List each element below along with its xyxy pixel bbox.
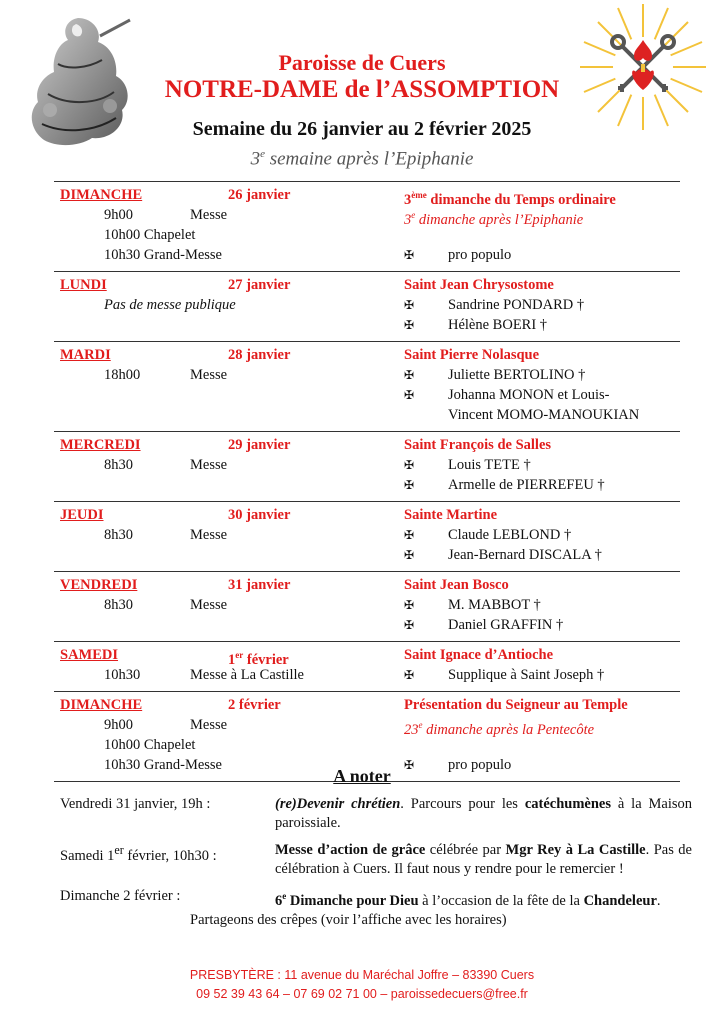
mass-entry: 10h30 Grand-Messe	[104, 247, 222, 263]
saint-text: Sainte Martine	[404, 507, 498, 523]
day-date-rest: février	[243, 651, 289, 668]
announcement-part: Messe d’action de grâce	[275, 842, 426, 858]
announcement-date	[60, 887, 180, 906]
mass-time: 8h30	[104, 597, 133, 613]
mass-type: Messe	[190, 717, 228, 733]
announcement-part: Mgr Rey à La Castille	[505, 842, 646, 858]
notes-title: A noter	[333, 766, 391, 786]
day-row	[54, 525, 680, 545]
day-block	[54, 271, 680, 341]
announcement-part: e	[282, 891, 287, 901]
mass-intention: Daniel GRAFFIN †	[448, 617, 564, 633]
announcement-part: catéchumènes	[524, 796, 611, 812]
day-block	[54, 571, 680, 641]
day-row	[54, 435, 680, 455]
mass-intention: Supplique à Saint Joseph †	[448, 667, 605, 683]
cross-pattee-icon: ✠	[404, 458, 415, 472]
mass-intention: Sandrine PONDARD †	[448, 297, 585, 313]
announcement-part: Chandeleur	[583, 892, 657, 909]
announcement-date-b: février, 10h30 :	[123, 847, 217, 864]
no-mass-note: Pas de messe publique	[104, 297, 236, 313]
weekly-schedule	[54, 181, 680, 782]
rite-num: 3	[404, 211, 412, 228]
mass-intention: Johanna MONON et Louis-	[448, 387, 610, 403]
day-date	[228, 345, 290, 365]
saint-of-day	[404, 577, 509, 593]
announcement-part: à l’occasion de la fête de la	[418, 892, 584, 909]
saint-of-day	[404, 437, 551, 453]
announcement	[60, 887, 692, 930]
day-row	[54, 615, 680, 635]
mass-time: 8h30	[104, 527, 133, 543]
saint-sup: ème	[411, 190, 427, 200]
day-date	[228, 695, 281, 715]
announcement-part: . Pas de célébration à Cuers. Il faut nous y rendre pour le remercier !	[275, 842, 692, 877]
day-block	[54, 341, 680, 431]
announcements	[60, 795, 692, 938]
mass-time: 10h30	[104, 667, 141, 683]
mass-intention: Juliette BERTOLINO †	[448, 367, 586, 383]
mass-entry: 10h00 Chapelet	[104, 227, 196, 243]
saint-rest: dimanche du Temps ordinaire	[426, 191, 616, 208]
announcement-date	[60, 795, 210, 814]
announcement-part: 6	[275, 892, 283, 909]
day-name: DIMANCHE	[60, 697, 143, 713]
day-row	[54, 405, 680, 425]
day-block	[54, 181, 680, 271]
day-row	[54, 735, 680, 755]
day-block	[54, 431, 680, 501]
saint-of-day	[404, 507, 497, 523]
day-row	[54, 295, 680, 315]
day-row	[54, 595, 680, 615]
announcement-text	[275, 841, 692, 879]
announcement	[60, 795, 692, 833]
liturgical-week-subtitle: 3e semaine après l’Epiphanie	[250, 148, 474, 170]
announcement-date	[60, 841, 217, 866]
day-row	[54, 715, 680, 738]
cross-pattee-icon: ✠	[404, 528, 415, 542]
saint-text: Saint François de Salles	[404, 437, 552, 453]
day-row	[54, 345, 680, 365]
footer-contact: 09 52 39 43 64 – 07 69 02 71 00 – paroissedecuers@free.fr	[196, 987, 528, 1001]
day-date	[228, 185, 290, 205]
announcement-continuation: Partageons des crêpes (voir l’affiche avec les horaires)	[190, 911, 507, 928]
day-date-main: 2 février	[228, 697, 281, 713]
announcement-part: (re)Devenir chrétien	[275, 796, 401, 812]
saint-of-day	[404, 697, 628, 713]
rite-sup: e	[411, 210, 416, 220]
cross-pattee-icon: ✠	[404, 368, 415, 382]
mass-time: 8h30	[104, 457, 133, 473]
day-row	[54, 665, 680, 685]
mass-intention: Jean-Bernard DISCALA †	[448, 547, 602, 563]
saint-text: Saint Ignace d’Antioche	[404, 647, 554, 663]
day-date	[228, 505, 290, 525]
saint-text: 3	[404, 191, 412, 208]
day-row	[54, 385, 680, 405]
day-block	[54, 501, 680, 571]
saint-of-day	[404, 347, 539, 363]
day-date-sup: er	[235, 650, 244, 660]
day-name: VENDREDI	[60, 577, 138, 593]
mass-intention: Armelle de PIERREFEU †	[448, 477, 605, 493]
mass-type: Messe	[190, 457, 228, 473]
announcement-date-a: Samedi 1	[60, 847, 115, 864]
mass-time: 9h00	[104, 207, 133, 223]
day-name: DIMANCHE	[60, 187, 143, 203]
footer-address: PRESBYTÈRE : 11 avenue du Maréchal Joffre – 83390 Cuers	[189, 968, 535, 982]
mass-intention: Vincent MOMO-MANOUKIAN	[448, 407, 640, 423]
day-date	[228, 275, 290, 295]
mass-intention: pro populo	[448, 757, 512, 773]
cross-pattee-icon: ✠	[404, 318, 415, 332]
day-date-main: 27 janvier	[228, 277, 291, 293]
day-row	[54, 695, 680, 715]
day-row	[54, 275, 680, 295]
cross-pattee-icon: ✠	[404, 548, 415, 562]
mass-time: 18h00	[104, 367, 141, 383]
mass-intention: Hélène BOERI †	[448, 317, 548, 333]
presbytery-footer	[0, 966, 724, 1004]
day-date-main: 1	[228, 651, 236, 668]
mass-entry: 10h30 Grand-Messe	[104, 757, 222, 773]
day-row	[54, 225, 680, 245]
day-date-main: 30 janvier	[228, 507, 291, 523]
day-row	[54, 455, 680, 475]
day-date	[228, 575, 290, 595]
mass-intention: M. MABBOT †	[448, 597, 541, 613]
day-row	[54, 365, 680, 385]
day-row	[54, 205, 680, 228]
day-name: JEUDI	[60, 507, 104, 523]
rite-rest: dimanche après l’Epiphanie	[415, 211, 584, 228]
announcement-text	[275, 795, 692, 833]
saint-text: Saint Pierre Nolasque	[404, 347, 540, 363]
week-title: Semaine du 26 janvier au 2 février 2025	[192, 118, 532, 140]
announcement-text	[275, 887, 692, 911]
mass-type: Messe	[190, 597, 228, 613]
saint-text: Présentation du Seigneur au Temple	[404, 697, 628, 713]
saint-text: Saint Jean Chrysostome	[404, 277, 554, 293]
day-date-main: 28 janvier	[228, 347, 291, 363]
announcement-date-text: Vendredi 31 janvier, 19h :	[60, 796, 211, 812]
day-row	[54, 545, 680, 565]
announcement-part: . Parcours pour les	[400, 796, 525, 812]
mass-type: Messe	[190, 527, 228, 543]
announcement-part: .	[656, 892, 661, 909]
day-name: SAMEDI	[60, 647, 119, 663]
day-name: MERCREDI	[60, 437, 141, 453]
cross-pattee-icon: ✠	[404, 298, 415, 312]
cross-pattee-icon: ✠	[404, 478, 415, 492]
day-name: MARDI	[60, 347, 111, 363]
mass-intention: pro populo	[448, 247, 512, 263]
day-date-main: 29 janvier	[228, 437, 291, 453]
day-date-main: 31 janvier	[228, 577, 291, 593]
day-row	[54, 245, 680, 265]
rite-rest: dimanche après la Pentecôte	[422, 721, 595, 738]
announcement-part: à la Maison paroissiale.	[275, 796, 693, 831]
day-row	[54, 315, 680, 335]
cross-pattee-icon: ✠	[404, 758, 415, 772]
day-name: LUNDI	[60, 277, 107, 293]
cross-pattee-icon: ✠	[404, 248, 415, 262]
saint-text: Saint Jean Bosco	[404, 577, 509, 593]
mass-intention: Claude LEBLOND †	[448, 527, 572, 543]
mass-type: Messe à La Castille	[190, 667, 304, 683]
mass-type: Messe	[190, 207, 228, 223]
announcement-part: célébrée par	[425, 842, 506, 858]
parish-name: Paroisse de Cuers	[278, 50, 446, 75]
mass-intention: Louis TETE †	[448, 457, 531, 473]
day-row	[54, 475, 680, 495]
day-row	[54, 185, 680, 208]
church-name: NOTRE-DAME de l’ASSOMPTION	[164, 76, 560, 103]
mass-entry: 10h00 Chapelet	[104, 737, 196, 753]
day-block	[54, 641, 680, 691]
mass-time: 9h00	[104, 717, 133, 733]
mass-type: Messe	[190, 367, 228, 383]
day-date-main: 26 janvier	[228, 187, 291, 203]
day-row	[54, 505, 680, 525]
announcement-date-sup: er	[114, 843, 124, 857]
announcement-part: Dimanche pour Dieu	[286, 892, 419, 909]
rite-num: 23	[404, 721, 419, 738]
cross-pattee-icon: ✠	[404, 598, 415, 612]
saint-of-day	[404, 647, 553, 663]
day-row	[54, 645, 680, 668]
saint-of-day	[404, 277, 554, 293]
announcement	[60, 841, 692, 879]
cross-pattee-icon: ✠	[404, 388, 415, 402]
rite-sup: e	[418, 720, 423, 730]
day-row	[54, 575, 680, 595]
day-date	[228, 435, 290, 455]
cross-pattee-icon: ✠	[404, 668, 415, 682]
cross-pattee-icon: ✠	[404, 618, 415, 632]
announcement-date-text: Dimanche 2 février :	[60, 888, 181, 904]
